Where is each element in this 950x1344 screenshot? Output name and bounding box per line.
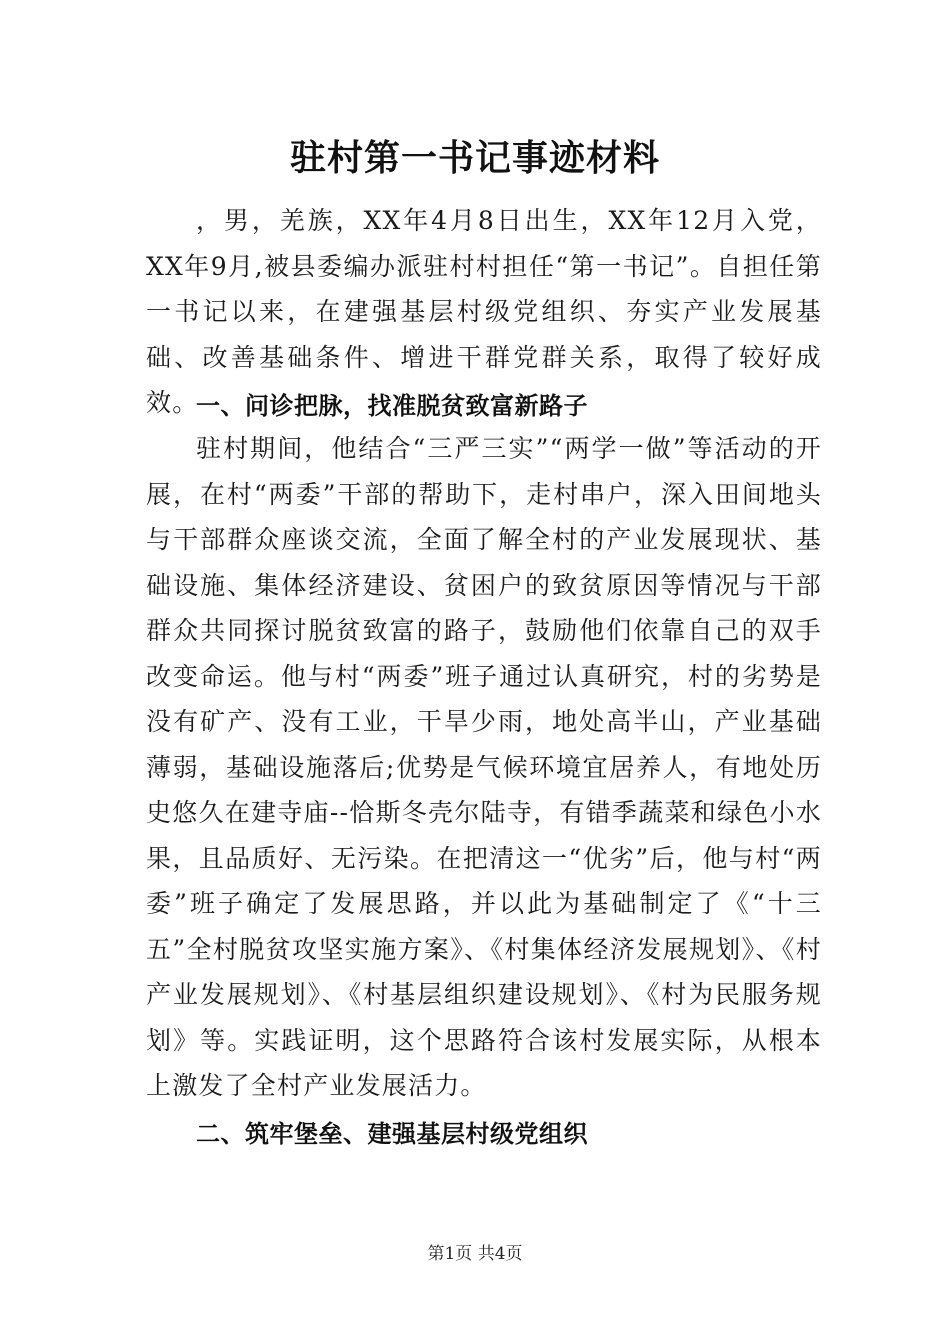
- body-paragraph: 驻村期间，他结合“三严三实”“两学一做”等活动的开展，在村“两委”干部的帮助下，走村串户，深入田间地头与干部群众座谈交流，全面了解全村的产业发展现状、基础设施、集体经济建设、贫困户的致贫原因等情况与干部群众共同探讨脱贫致富的路子，鼓励他们依靠自己的双手改变命运。他与村“两委”班子通过认真研究，村的劣势是没有矿产、没有工业，干旱少雨，地处高半山，产业基础薄弱，基础设施落后;优势是气候环境宜居养人，有地处历史悠久在建寺庙--恰斯冬壳尔陆寺，有错季蔬菜和绿色小水果，且品质好、无污染。在把清这一“优劣”后，他与村“两委”班子确定了发展思路，并以此为基础制定了《“十三五”全村脱贫攻坚实施方案》、《村集体经济发展规划》、《村产业发展规划》、《村基层组织建设规划》、《村为民服务规划》等。实践证明，这个思路符合该村发展实际，从根本上激发了全村产业发展活力。: [146, 434, 822, 1100]
- section-heading-2: 二、筑牢堡垒、建强基层村级党组织: [196, 1120, 588, 1148]
- body-paragraph-2-block: [146, 426, 822, 1109]
- section-heading-1: 一、问诊把脉，找准脱贫致富新路子: [196, 392, 588, 420]
- document-title: 驻村第一书记事迹材料: [289, 137, 660, 179]
- page-number-footer: 第1页 共4页: [427, 1244, 523, 1264]
- body-paragraph: ，男，羌族，XX年4月8日出生，XX年12月入党，XX年9月,被县委编办派驻村村担任“第一书记”。自担任第一书记以来，在建强基层村级党组织、夯实产业发展基础、改善基础条件、增进干群党群关系，取得了较好成效。: [146, 206, 822, 417]
